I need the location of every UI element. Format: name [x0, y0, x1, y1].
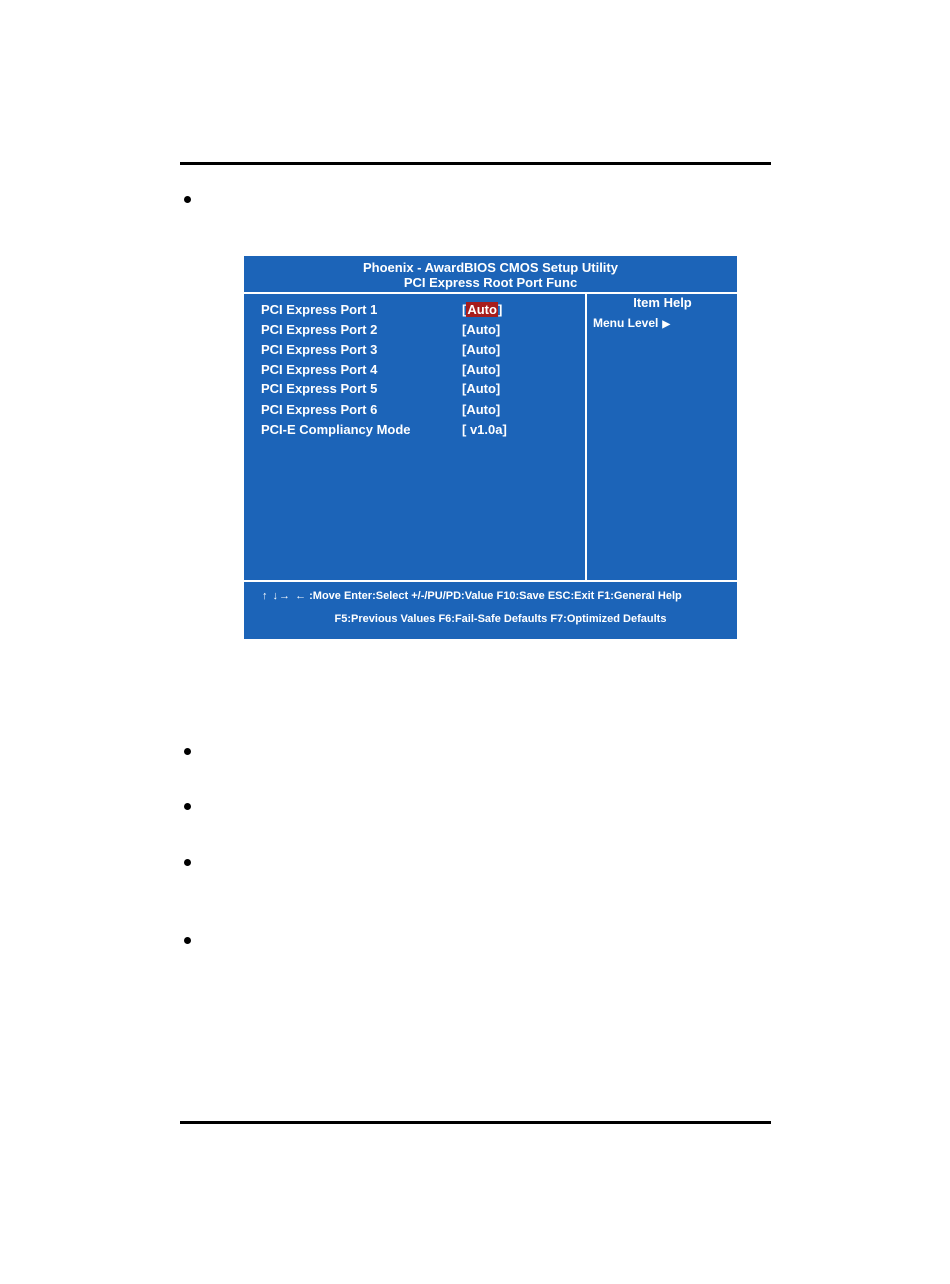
setting-row-pci-express-port-3[interactable] — [261, 341, 581, 359]
setting-value[interactable]: [Auto] — [462, 322, 501, 337]
setting-value[interactable]: [Auto] — [462, 362, 501, 377]
setting-label: PCI Express Port 4 — [261, 362, 378, 377]
bios-title: Phoenix - AwardBIOS CMOS Setup Utility — [363, 260, 618, 275]
setting-row-pci-express-port-4[interactable] — [261, 361, 581, 379]
setting-value[interactable]: [Auto] — [462, 302, 503, 317]
setting-row-pci-express-port-2[interactable] — [261, 321, 581, 339]
bullet — [184, 196, 191, 203]
right-triangle-icon: ▶ — [662, 319, 671, 330]
menu-level — [593, 316, 670, 330]
setting-label: PCI Express Port 6 — [261, 402, 378, 417]
divider-line — [585, 292, 587, 582]
divider-line — [244, 292, 737, 294]
bullet — [184, 803, 191, 810]
setting-label: PCI Express Port 2 — [261, 322, 378, 337]
bullet — [184, 859, 191, 866]
setting-row-pci-express-port-1[interactable] — [261, 301, 581, 319]
bios-subtitle: PCI Express Root Port Func — [403, 275, 578, 290]
divider-line — [244, 580, 737, 582]
setting-value[interactable]: [Auto] — [462, 402, 501, 417]
setting-row-pci-e-compliancy-mode[interactable] — [261, 421, 581, 439]
footer-keys-line1 — [262, 590, 682, 602]
setting-row-pci-express-port-6[interactable] — [261, 401, 581, 419]
arrow-keys-icon: ↑ ↓→ ← — [262, 590, 308, 602]
bullet — [184, 937, 191, 944]
setting-row-pci-express-port-5[interactable] — [261, 380, 581, 398]
item-help-title: Item Help — [633, 295, 692, 310]
selected-value[interactable]: Auto — [467, 302, 497, 317]
setting-label: PCI-E Compliancy Mode — [261, 422, 411, 437]
bullet — [184, 748, 191, 755]
bottom-rule — [180, 1121, 771, 1124]
bios-title-block — [244, 260, 737, 290]
footer-line1-text: :Move Enter:Select +/-/PU/PD:Value F10:Save ESC:Exit F1:General Help — [309, 590, 682, 602]
footer-keys-line2: F5:Previous Values F6:Fail-Safe Defaults F7:Optimized Defaults — [334, 613, 667, 625]
top-rule — [180, 162, 771, 165]
setting-label: PCI Express Port 1 — [261, 302, 378, 317]
setting-label: PCI Express Port 5 — [261, 381, 378, 396]
menu-level-label: Menu Level — [593, 316, 659, 330]
setting-value[interactable]: [Auto] — [462, 342, 501, 357]
setting-value[interactable]: [ v1.0a] — [462, 422, 507, 437]
setting-value[interactable]: [Auto] — [462, 381, 501, 396]
setting-label: PCI Express Port 3 — [261, 342, 378, 357]
bios-screen — [244, 256, 737, 639]
